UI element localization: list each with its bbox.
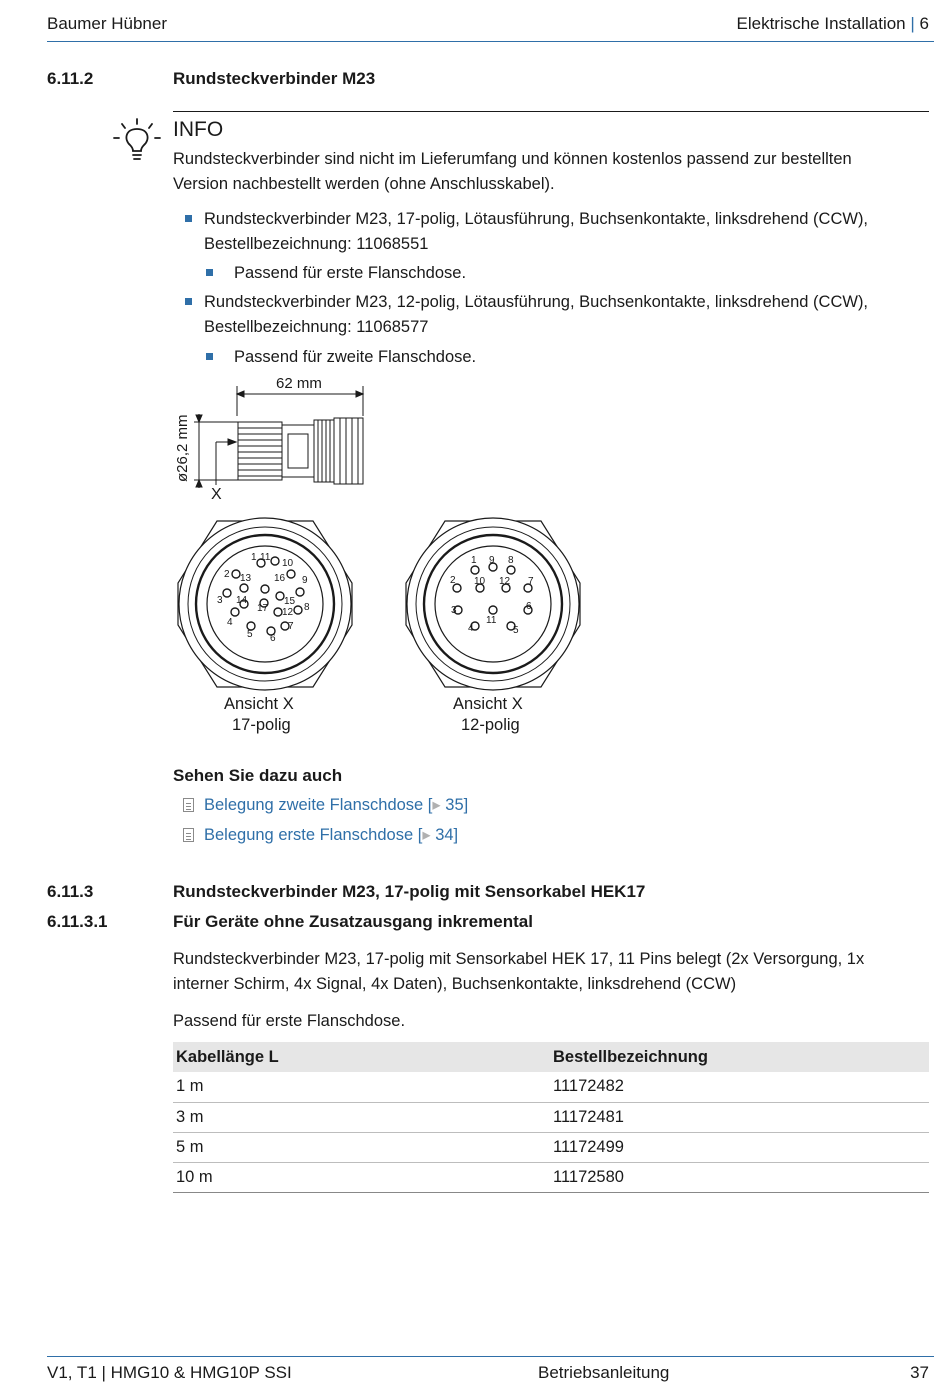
- table-header-row: [173, 1042, 929, 1072]
- table-row: [173, 1072, 929, 1102]
- pin-label: 10: [474, 576, 486, 587]
- table-cell: 3 m: [173, 1102, 550, 1132]
- pin-label: 11: [486, 615, 497, 626]
- connector-12pin-view: [400, 513, 586, 695]
- pin-label: 9: [489, 555, 495, 566]
- table-cell: 10 m: [173, 1162, 550, 1192]
- table-row: [173, 1132, 929, 1162]
- paragraph-2: Passend für erste Flanschdose.: [173, 1012, 406, 1030]
- section-number: 6.11.2: [47, 69, 94, 88]
- footer-left: V1, T1 | HMG10 & HMG10P SSI: [47, 1363, 292, 1382]
- pin-label: 12: [282, 607, 294, 618]
- header-separator: |: [910, 14, 915, 33]
- sub-bullet-marker: [206, 353, 213, 360]
- pin-label: 9: [302, 575, 308, 586]
- pin-label: 10: [282, 558, 294, 569]
- header-left: Baumer Hübner: [47, 14, 168, 33]
- header-rule: [47, 41, 934, 42]
- see-also-title: Sehen Sie dazu auch: [173, 766, 343, 785]
- pin-label: 1: [471, 555, 477, 566]
- footer-rule: [47, 1356, 934, 1357]
- connector-12-caption-sub: 12-polig: [461, 716, 520, 734]
- length-dimension-label: 62 mm: [276, 375, 322, 392]
- link-arrow-icon: ▸: [422, 826, 431, 844]
- cable-length-table: [173, 1042, 929, 1193]
- header-page: 6: [919, 14, 929, 33]
- section-title: Rundsteckverbinder M23: [173, 69, 376, 88]
- section-title: Rundsteckverbinder M23, 17-polig mit Sensorkabel HEK17: [173, 882, 646, 901]
- pin-label: 1: [251, 552, 257, 563]
- pin-label: 2: [450, 575, 456, 586]
- pin-label: 4: [227, 617, 233, 628]
- pin-label: 6: [270, 633, 276, 644]
- info-text-line1: Rundsteckverbinder sind nicht im Lieferumfang und können kostenlos passend zur bestellten: [173, 150, 852, 168]
- pin-label: 11: [260, 552, 271, 563]
- list-item-line1: Rundsteckverbinder M23, 17-polig, Lötausführung, Buchsenkontakte, linksdrehend (CCW),: [204, 210, 869, 228]
- header-section: Elektrische Installation: [736, 14, 906, 33]
- paragraph-line1: Rundsteckverbinder M23, 17-polig mit Sensorkabel HEK 17, 11 Pins belegt (2x Versorgung, 1x: [173, 950, 865, 968]
- table-cell: 5 m: [173, 1132, 550, 1162]
- table-row: [173, 1102, 929, 1132]
- document-icon: [183, 798, 194, 812]
- lightbulb-icon: [112, 118, 164, 166]
- list-subitem: Passend für zweite Flanschdose.: [234, 348, 477, 366]
- table-cell: 1 m: [173, 1072, 550, 1102]
- pin-label: 8: [508, 555, 514, 566]
- sub-bullet-marker: [206, 269, 213, 276]
- table-header-cell: Bestellbezeichnung: [550, 1042, 929, 1072]
- connector-17pin-view: [172, 513, 358, 695]
- pin-label: 16: [274, 573, 286, 584]
- link-text[interactable]: Belegung erste Flanschdose [: [204, 826, 423, 844]
- link-belegung-erste[interactable]: [204, 825, 458, 845]
- view-marker-label: X: [211, 486, 222, 503]
- pin-label: 13: [240, 573, 252, 584]
- section-number: 6.11.3: [47, 882, 94, 901]
- info-rule: [173, 111, 929, 112]
- pin-label: 14: [236, 595, 248, 606]
- info-label: INFO: [173, 118, 224, 141]
- table-row: [173, 1162, 929, 1192]
- link-text[interactable]: Belegung zweite Flanschdose [: [204, 796, 433, 814]
- link-page[interactable]: 34]: [430, 826, 459, 844]
- list-subitem: Passend für erste Flanschdose.: [234, 264, 467, 282]
- pin-label: 15: [284, 596, 296, 607]
- table-cell: 11172580: [550, 1162, 929, 1192]
- footer-center: Betriebsanleitung: [538, 1363, 670, 1382]
- link-belegung-zweite[interactable]: [204, 795, 468, 815]
- pin-label: 3: [217, 595, 223, 606]
- list-item-line2: Bestellbezeichnung: 11068551: [204, 235, 429, 253]
- pin-label: 3: [451, 605, 457, 616]
- pin-label: 2: [224, 569, 230, 580]
- paragraph-line2: interner Schirm, 4x Signal, 4x Daten), Buchsenkontakte, linksdrehend (CCW): [173, 975, 737, 993]
- bullet-marker: [185, 215, 192, 222]
- pin-label: 7: [528, 576, 534, 587]
- pin-label: 5: [247, 629, 253, 640]
- pin-label: 8: [304, 602, 310, 613]
- subsection-number: 6.11.3.1: [47, 912, 108, 931]
- connector-12-caption: Ansicht X: [453, 695, 523, 713]
- subsection-title: Für Geräte ohne Zusatzausgang inkremental: [173, 912, 533, 931]
- link-page[interactable]: 35]: [440, 796, 469, 814]
- table-header-cell: Kabellänge L: [173, 1042, 550, 1072]
- table-cell: 11172481: [550, 1102, 929, 1132]
- footer-page-number: 37: [910, 1363, 929, 1382]
- pin-label: 4: [468, 623, 474, 634]
- pin-label: 5: [513, 625, 519, 636]
- connector-17-caption-sub: 17-polig: [232, 716, 291, 734]
- table-cell: 11172482: [550, 1072, 929, 1102]
- list-item-line2: Bestellbezeichnung: 11068577: [204, 318, 429, 336]
- bullet-marker: [185, 298, 192, 305]
- pin-label: 7: [288, 621, 294, 632]
- list-item-line1: Rundsteckverbinder M23, 12-polig, Lötausführung, Buchsenkontakte, linksdrehend (CCW),: [204, 293, 869, 311]
- link-arrow-icon: ▸: [432, 796, 441, 814]
- diameter-dimension-label: ø26,2 mm: [174, 414, 191, 482]
- pin-label: 17: [257, 603, 269, 614]
- pin-label: 6: [526, 601, 532, 612]
- header-right: [737, 14, 930, 34]
- document-icon: [183, 828, 194, 842]
- info-text-line2: Version nachbestellt werden (ohne Anschlusskabel).: [173, 175, 555, 193]
- connector-17-caption: Ansicht X: [224, 695, 294, 713]
- pin-label: 12: [499, 576, 511, 587]
- table-cell: 11172499: [550, 1132, 929, 1162]
